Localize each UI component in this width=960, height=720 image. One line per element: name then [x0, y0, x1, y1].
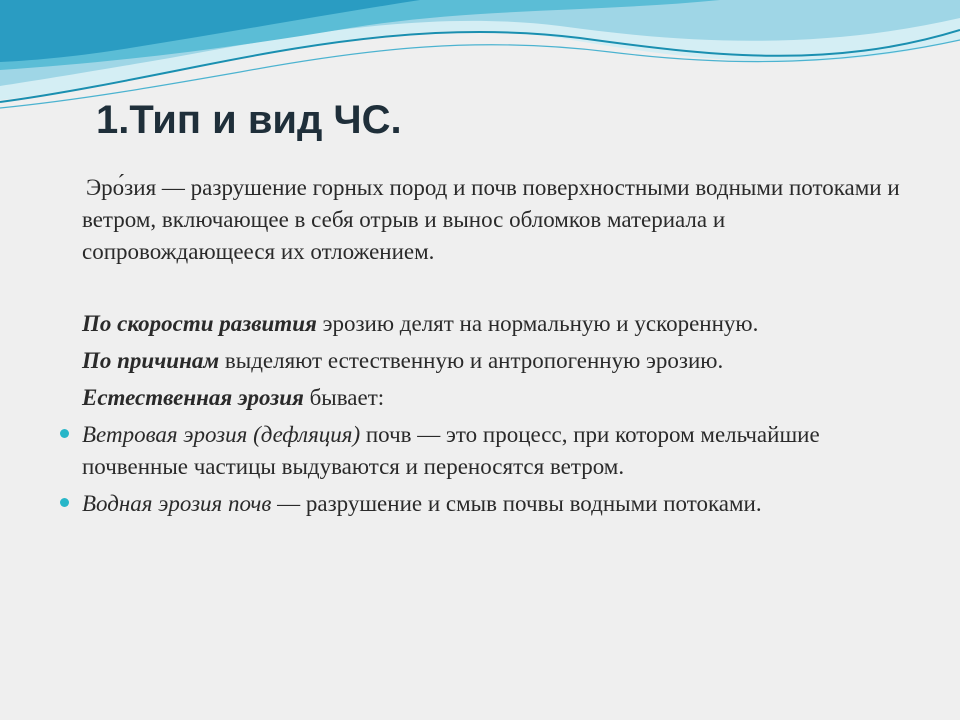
bullet-text: — разрушение и смыв почвы водными потоками.: [271, 491, 762, 516]
page-title: 1.Тип и вид ЧС.: [96, 98, 402, 142]
causes-paragraph: [60, 345, 920, 377]
speed-text: эрозию делят на нормальную и ускоренную.: [316, 311, 759, 336]
speed-paragraph: [60, 308, 920, 340]
bullet-wind-erosion: [60, 419, 920, 483]
natural-paragraph: [60, 382, 920, 414]
slide-body: [60, 172, 920, 520]
definition-paragraph: [60, 172, 920, 268]
causes-term: По причинам: [82, 348, 220, 373]
bullet-dot-icon: [60, 498, 69, 507]
bullet-text: почв — это процесс, при котором мельчайшие почвенные частицы выдуваются и переносятся ветром.: [82, 422, 820, 479]
bullet-dot-icon: [60, 429, 69, 438]
speed-term: По скорости развития: [82, 311, 317, 336]
bullet-term: Ветровая эрозия (дефляция): [82, 422, 361, 447]
natural-text: бывает:: [303, 385, 385, 410]
natural-term: Естественная эрозия: [82, 385, 304, 410]
definition-text: Эро́зия — разрушение горных пород и почв поверхностными водными потоками и ветром, включающее в себя отрыв и вынос обломков материала и сопровождающееся их отложением.: [82, 175, 900, 264]
bullet-term: Водная эрозия почв: [82, 491, 272, 516]
causes-text: выделяют естественную и антропогенную эрозию.: [219, 348, 724, 373]
bullet-water-erosion: [60, 488, 920, 520]
